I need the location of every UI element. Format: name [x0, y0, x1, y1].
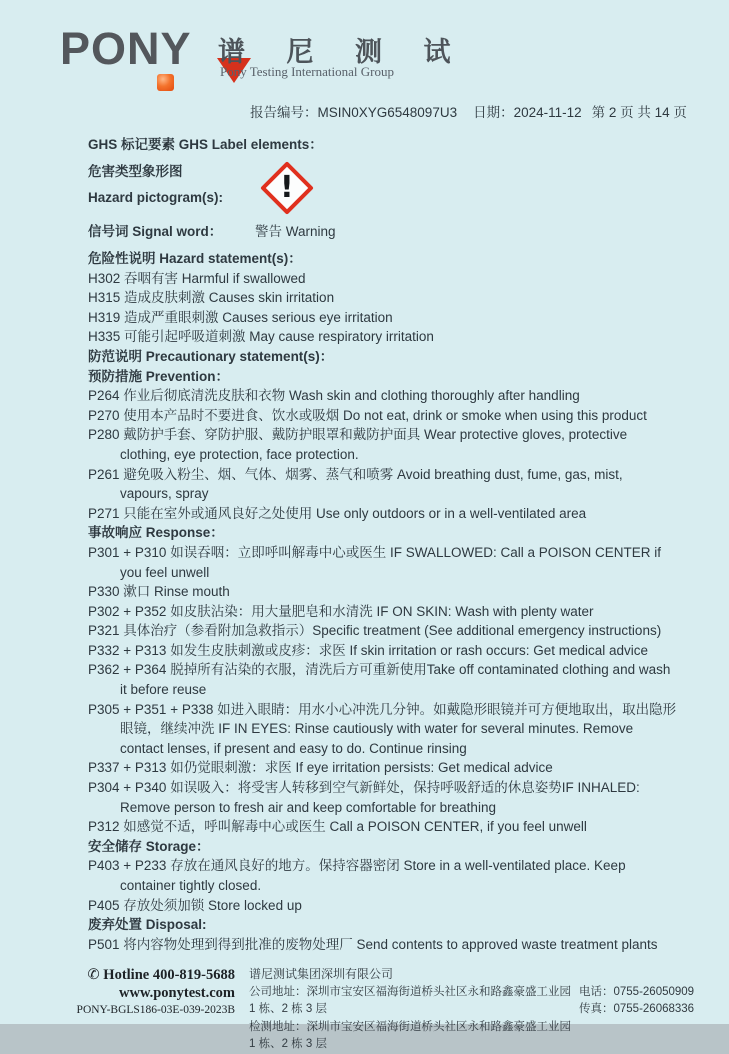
statement-line: P271 只能在室外或通风良好之处使用 Use only outdoors or in a well-ventilated area — [88, 505, 587, 521]
pictogram-label-cn: 危害类型象形图 — [88, 164, 183, 179]
statement-line: P270 使用本产品时不要进食、饮水或吸烟 Do not eat, drink or smoke when using this product — [88, 407, 647, 423]
report-date-label: 日期： — [473, 105, 514, 120]
statement-line: P301 + P310 如误吞咽：立即呼叫解毒中心或医生 IF SWALLOWED: Call a POISON CENTER if you feel unwell — [88, 544, 661, 580]
report-meta-line — [250, 101, 687, 121]
exclamation-glyph: ! — [280, 170, 294, 205]
exclamation-mark-pictogram-icon — [260, 161, 314, 215]
telephone-number: 电话：0755-26050909 — [579, 985, 695, 998]
report-date: 2024-11-12 — [513, 105, 582, 120]
statement-line: P264 作业后彻底清洗皮肤和衣物 Wash skin and clothing thoroughly after handling — [88, 388, 580, 404]
statement-section-heading: 安全储存 Storage： — [88, 838, 210, 854]
page-footer — [57, 966, 717, 1054]
footer-address-column — [249, 966, 577, 1054]
hotline-number: Hotline 400-819-5688 — [103, 967, 235, 983]
statement-line: H302 吞咽有害 Harmful if swallowed — [88, 270, 306, 286]
company-name: 谱尼测试集团深圳有限公司 — [249, 967, 394, 981]
report-number: MSIN0XYG6548097U3 — [317, 105, 458, 120]
statement-line: P403 + P233 存放在通风良好的地方。保持容器密闭 Store in a well-ventilated place. Keep container tightly closed. — [88, 858, 626, 893]
statement-line: P304 + P340 如误吸入：将受害人转移到空气新鲜处，保持呼吸舒适的休息姿势IF INHALED: Remove person to fresh air and keep comfortable for breathing — [88, 780, 640, 815]
statement-section-heading: 废弃处置 Disposal: — [88, 917, 207, 933]
report-number-label: 报告编号： — [250, 105, 318, 120]
signal-word-label: 信号词 Signal word： — [88, 224, 223, 239]
statement-line: H319 造成严重眼刺激 Causes serious eye irritation — [88, 309, 393, 325]
phone-icon: ✆ — [87, 967, 100, 983]
test-address: 检测地址：深圳市宝安区福海街道桥头社区永和路鑫豪盛工业园 1 栋、2 栋 3 层 — [249, 1020, 571, 1050]
statement-line: P280 戴防护手套、穿防护服、戴防护眼罩和戴防护面具 Wear protective gloves, protective clothing, eye protection, face protection. — [88, 427, 628, 462]
statement-line: P362 + P364 脱掉所有沾染的衣服，清洗后方可重新使用Take off contaminated clothing and wash it before reuse — [88, 662, 671, 698]
logo-chinese-name: 谱 尼 测 试 — [218, 37, 468, 67]
website-link[interactable]: www.ponytest.com — [119, 985, 235, 1001]
statement-line: P312 如感觉不适，呼叫解毒中心或医生 Call a POISON CENTER, if you feel unwell — [88, 819, 587, 835]
statement-line: P332 + P313 如发生皮肤刺激或皮疹：求医 If skin irritation or rash occurs: Get medical advice — [88, 642, 649, 658]
company-logo — [60, 23, 192, 74]
statement-line: H315 造成皮肤刺激 Causes skin irritation — [88, 290, 335, 306]
company-address: 公司地址：深圳市宝安区福海街道桥头社区永和路鑫豪盛工业园 1 栋、2 栋 3 层 — [249, 985, 571, 1015]
ghs-label-elements-title: GHS 标记要素 GHS Label elements： — [88, 137, 323, 152]
statement-line: P305 + P351 + P338 如进入眼睛：用水小心冲洗几分钟。如戴隐形眼镜并可方便地取出，取出隐形眼镜，继续冲洗 IF IN EYES: Rinse cautiously with water for several minutes. Remove contact lenses, if present and easy to do. Continue rinsing — [88, 701, 677, 756]
statement-section-heading: 事故响应 Response： — [88, 525, 224, 541]
hazard-pictogram-row — [88, 159, 677, 219]
document-code: PONY-BGLS186-03E-039-2023B — [76, 1004, 235, 1016]
signal-word-value: 警告 Warning — [255, 224, 336, 239]
footer-phone-column — [579, 966, 694, 1054]
statements-list — [88, 249, 677, 954]
document-body — [88, 135, 677, 954]
fax-number: 传真：0755-26068336 — [579, 1003, 695, 1015]
statement-line: P501 将内容物处理到得到批准的废物处理厂 Send contents to approved waste treatment plants — [88, 936, 658, 952]
hotline-line — [57, 966, 235, 984]
report-page-info: 第 2 页 共 14 页 — [591, 105, 687, 120]
statement-line: P405 存放处须加锁 Store locked up — [88, 897, 302, 913]
statement-line: P337 + P313 如仍觉眼刺激：求医 If eye irritation persists: Get medical advice — [88, 760, 553, 776]
footer-contact-column — [57, 966, 235, 1054]
signal-word-row — [88, 222, 677, 242]
statement-line: P302 + P352 如皮肤沾染：用大量肥皂和水清洗 IF ON SKIN: Wash with plenty water — [88, 603, 594, 619]
logo-english-name: Pony Testing International Group — [220, 64, 394, 79]
pictogram-label-en: Hazard pictogram(s): — [88, 190, 224, 205]
statement-section-heading: 预防措施 Prevention： — [88, 368, 230, 384]
statement-line: H335 可能引起呼吸道刺激 May cause respiratory irritation — [88, 329, 434, 345]
statement-section-heading: 危险性说明 Hazard statement(s)： — [88, 251, 302, 266]
statement-line: P261 避免吸入粉尘、烟、气体、烟雾、蒸气和喷雾 Avoid breathing dust, fume, gas, mist, vapours, spray — [88, 466, 623, 502]
logo-wordmark: PONY — [60, 23, 192, 74]
logo-orange-square-icon — [157, 74, 174, 91]
statement-line: P321 具体治疗（参看附加急救指示）Specific treatment (See additional emergency instructions) — [88, 623, 662, 639]
statement-line: P330 漱口 Rinse mouth — [88, 584, 230, 600]
statement-section-heading: 防范说明 Precautionary statement(s)： — [88, 348, 334, 364]
